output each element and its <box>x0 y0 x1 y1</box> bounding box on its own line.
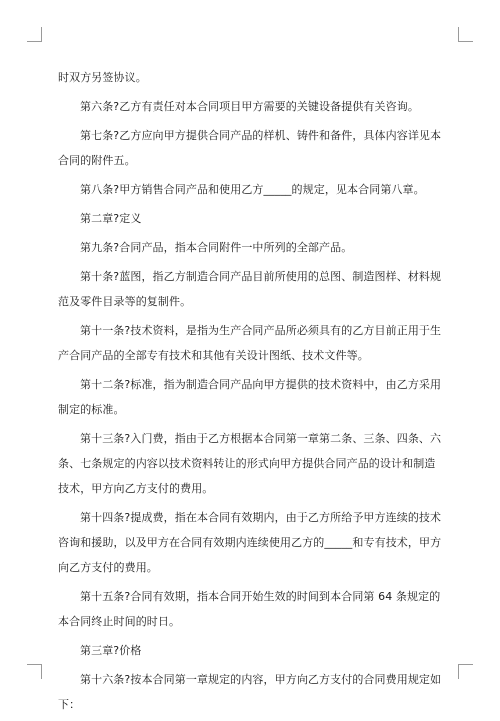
paragraph: 时双方另签协议。 <box>58 71 147 84</box>
crop-mark-bottom-left <box>27 664 42 679</box>
paragraph: 第六条?乙方有责任对本合同项目甲方需要的关键设备提供有关咨询。 <box>80 100 419 113</box>
crop-mark-top-left <box>27 27 42 42</box>
paragraph: 第十六条?按本合同第一章规定的内容，甲方向乙方支付的合同费用规定如下： <box>58 673 442 711</box>
paragraph: 第十三条?入门费，指由于乙方根据本合同第一章第二条、三条、四条、六条、七条规定的内容以技术资料转让的形式向甲方提供合同产品的设计和制造技术，甲方向乙方支付的费用。 <box>58 432 442 495</box>
crop-mark-top-right <box>458 27 473 42</box>
paragraph: 第十条?蓝图，指乙方制造合同产品目前所使用的总图、制造图样、材料规范及零件目录等的复制件。 <box>58 270 442 308</box>
chapter-heading: 第二章?定义 <box>80 212 142 225</box>
chapter-heading: 第三章?价格 <box>80 644 142 657</box>
paragraph: 第十二条?标准，指为制造合同产品向甲方提供的技术资料中，由乙方采用制定的标准。 <box>58 378 442 416</box>
paragraph: 第十一条?技术资料，是指为生产合同产品所必须具有的乙方目前正用于生产合同产品的全部专有技术和其他有关设计图纸、技术文件等。 <box>58 324 442 362</box>
paragraph: 第八条?甲方销售合同产品和使用乙方_____的规定，见本合同第八章。 <box>80 183 425 196</box>
crop-mark-bottom-right <box>458 664 473 679</box>
document-body <box>58 65 442 721</box>
paragraph: 第七条?乙方应向甲方提供合同产品的样机、铸件和备件，具体内容详见本合同的附件五。 <box>58 129 442 167</box>
paragraph: 第九条?合同产品，指本合同附件一中所列的全部产品。 <box>80 241 353 254</box>
paragraph: 第十五条?合同有效期，指本合同开始生效的时间到本合同第 64 条规定的本合同终止时间的时日。 <box>58 590 441 628</box>
paragraph: 第十四条?提成费，指在本合同有效期内，由于乙方所给予甲方连续的技术咨询和援助，以及甲方在合同有效期内连续使用乙方的_____和专有技术，甲方向乙方支付的费用。 <box>58 511 442 574</box>
